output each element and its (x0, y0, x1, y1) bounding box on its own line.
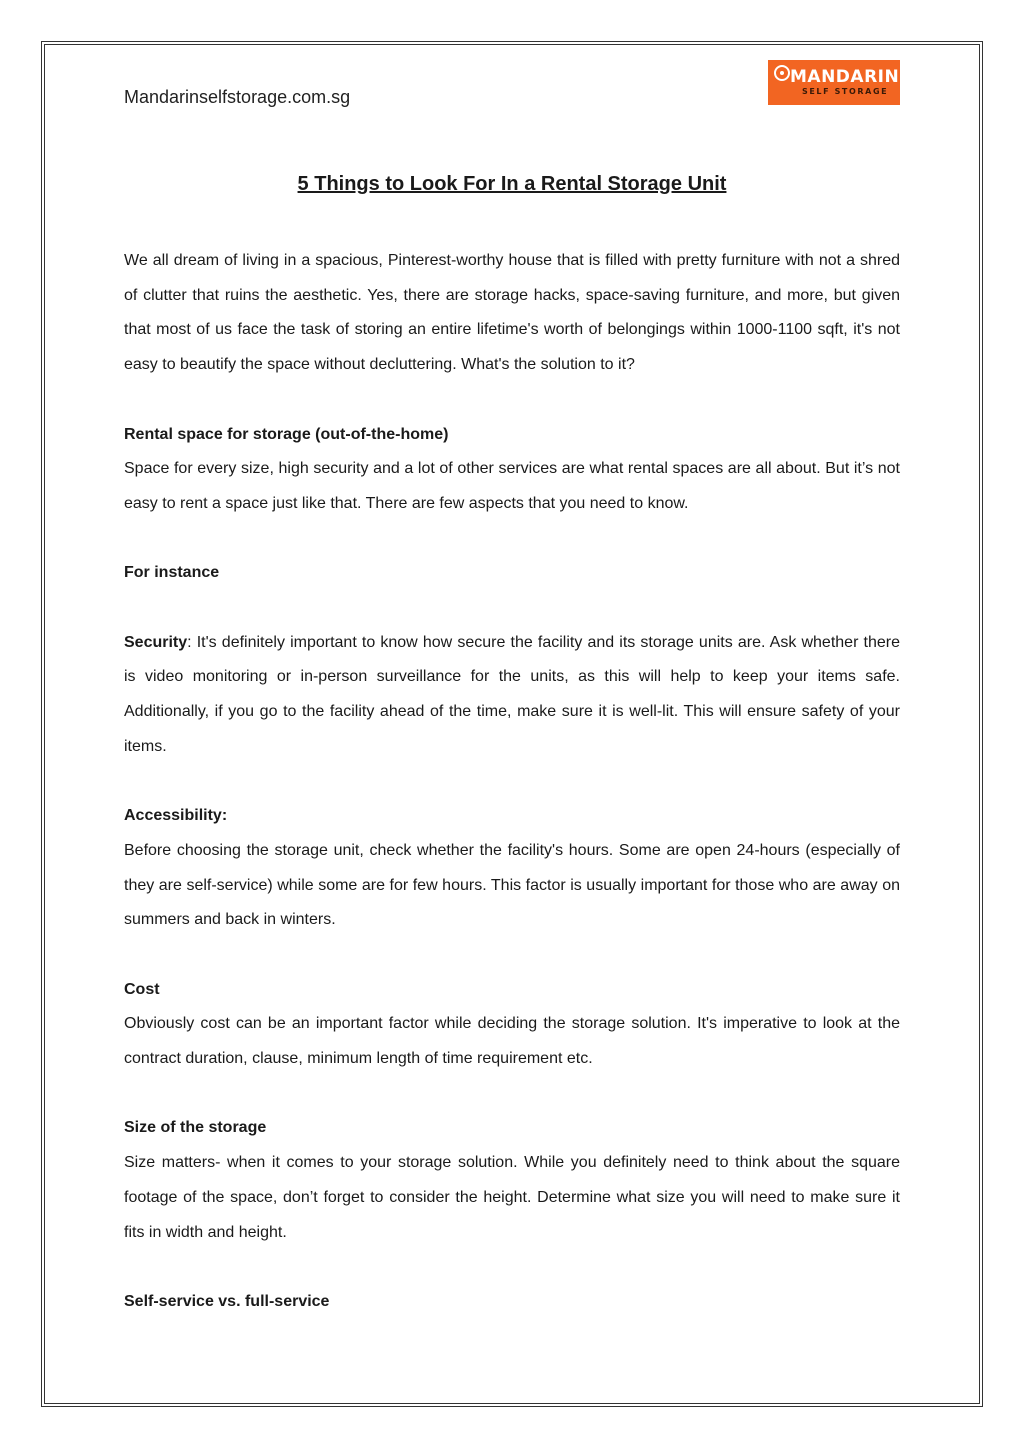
rental-heading: Rental space for storage (out-of-the-home) (124, 425, 449, 443)
document-title: 5 Things to Look For In a Rental Storage Unit (297, 173, 727, 195)
security-text: : It's definitely important to know how secure the facility and its storage units are. Ask whether there is video monitoring or in-person surveillance for the units, as this will help to keep your items safe. Additionally, if you go to the facility ahead of the time, make sure it is well-lit. This will ensure safety of your items. (124, 633, 900, 755)
service-heading: Self-service vs. full-service (124, 1292, 330, 1310)
document-body (124, 244, 900, 1320)
accessibility-heading: Accessibility: (124, 807, 228, 825)
security-heading: Security (124, 633, 188, 651)
accessibility-paragraph: Before choosing the storage unit, check whether the facility's hours. Some are open 24-hours (especially of they are self-service) while some are for few hours. This factor is usually important for those who are away on summers and back in winters. (124, 841, 900, 929)
size-paragraph: Size matters- when it comes to your storage solution. While you definitely need to think about the square footage of the space, don’t forget to consider the height. Determine what size you will need to make sure it fits in width and height. (124, 1154, 900, 1241)
mandarin-logo (768, 60, 900, 105)
logo-name: MANDARIN (790, 67, 900, 87)
logo-tagline: SELF STORAGE (802, 87, 889, 96)
orange-circle-icon (774, 65, 790, 81)
cost-paragraph: Obviously cost can be an important factor while deciding the storage solution. It's imperative to look at the contract duration, clause, minimum length of time requirement etc. (124, 1015, 900, 1068)
for-instance-heading: For instance (124, 564, 220, 582)
security-paragraph (124, 626, 900, 765)
rental-paragraph: Space for every size, high security and a lot of other services are what rental spaces are all about. But it’s not easy to rent a space just like that. There are few aspects that you need to know. (124, 460, 900, 512)
intro-paragraph: We all dream of living in a spacious, Pinterest-worthy house that is filled with pretty furniture with not a shred of clutter that ruins the aesthetic. Yes, there are storage hacks, space-saving furniture, and more, but given that most of us face the task of storing an entire lifetime's worth of belongings within 1000-1100 sqft, it's not easy to beautify the space without decluttering. What's the solution to it? (124, 252, 900, 374)
site-url: Mandarinselfstorage.com.sg (124, 87, 351, 107)
cost-heading: Cost (124, 980, 160, 998)
size-heading: Size of the storage (124, 1119, 267, 1137)
